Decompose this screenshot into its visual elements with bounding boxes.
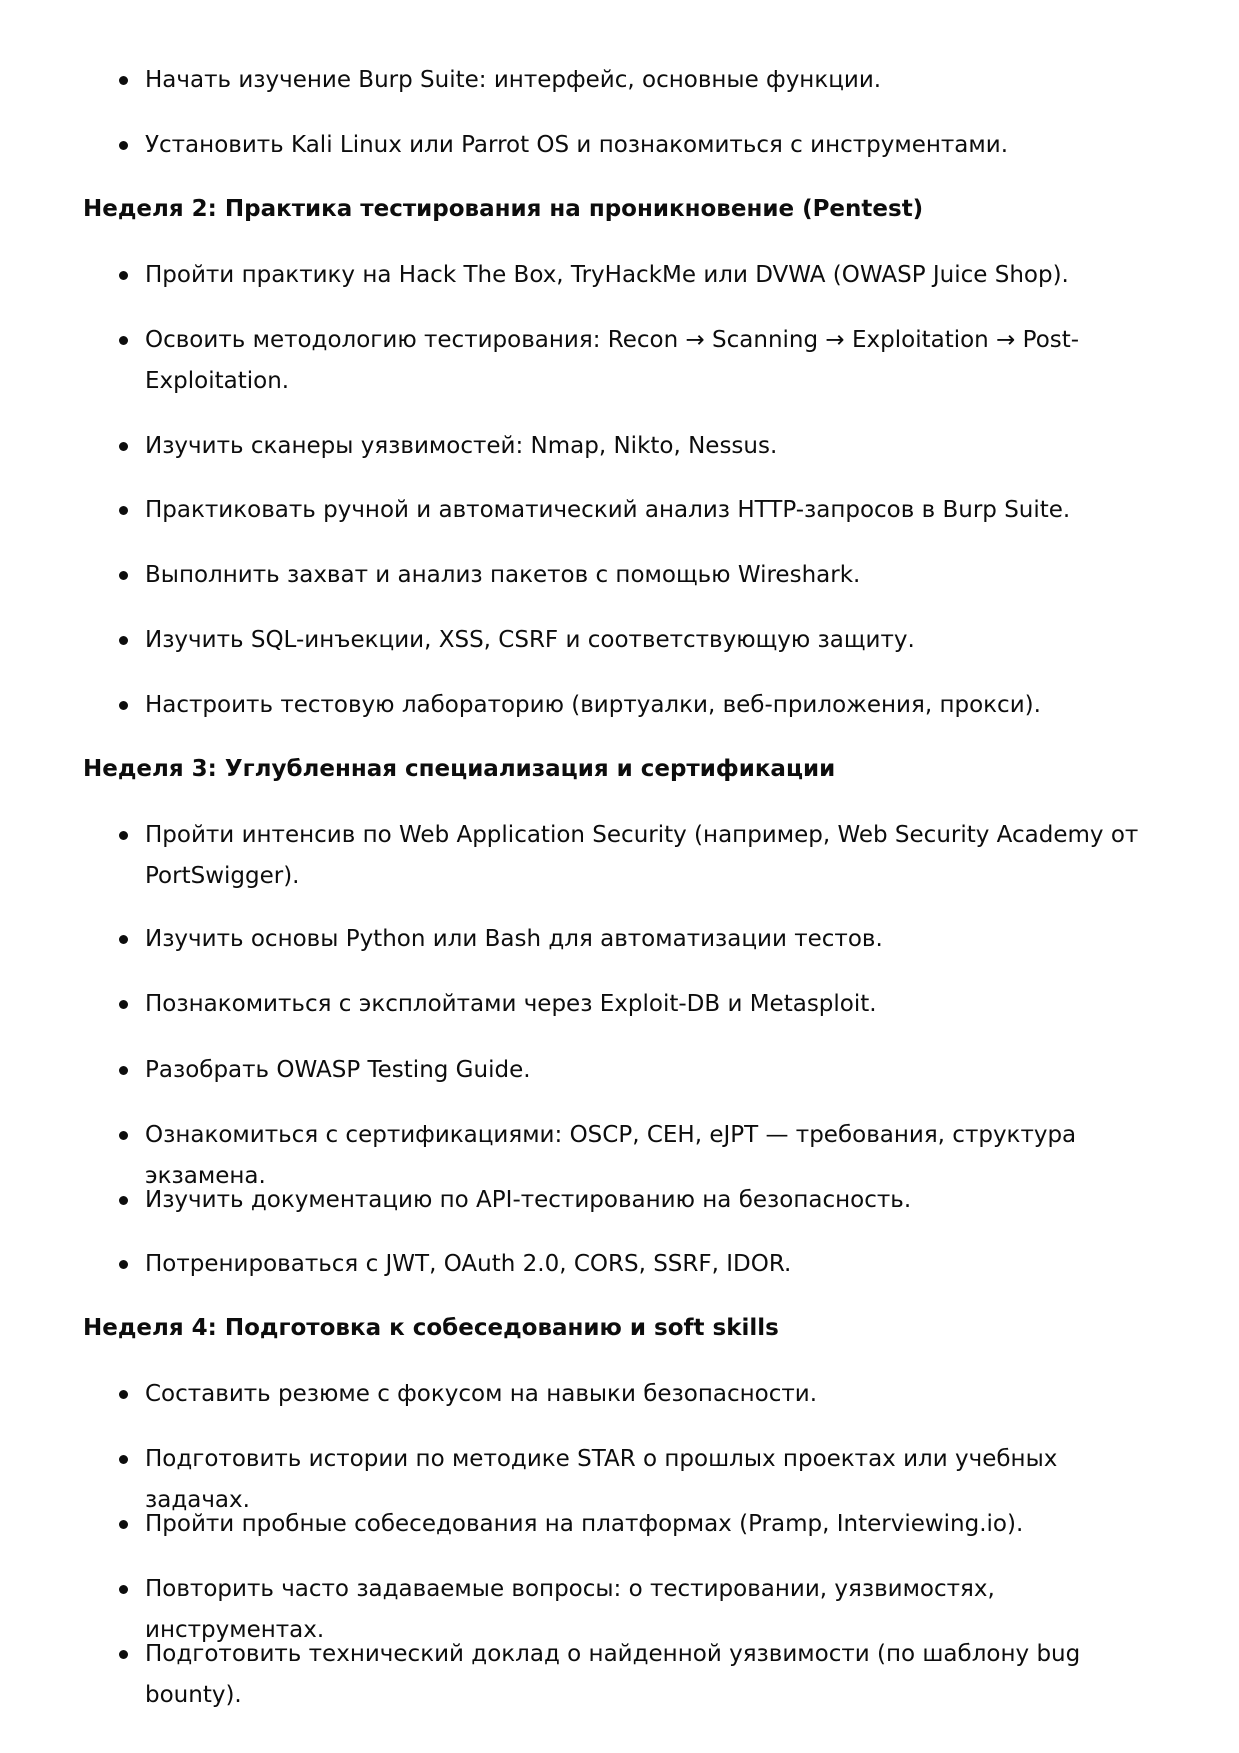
bullet <box>119 76 128 85</box>
list-item: Изучить документацию по API-тестированию на безопасность. <box>145 1187 912 1213</box>
list-item: Подготовить технический доклад о найденной уязвимости (по шаблону bug bounty). <box>145 1641 1081 1708</box>
list-item: Пройти интенсив по Web Application Security (например, Web Security Academy от PortSwigger). <box>145 822 1139 889</box>
list-item: Пройти практику на Hack The Box, TryHackMe или DVWA (OWASP Juice Shop). <box>145 262 1069 288</box>
list-item: Ознакомиться с сертификациями: OSCP, CEH, eJPT — требования, структура экзамена. <box>145 1122 1077 1189</box>
bullet <box>119 141 128 150</box>
list-item: Освоить методологию тестирования: Recon → Scanning → Exploitation → Post-Exploitation. <box>145 327 1080 394</box>
bullet <box>119 336 128 345</box>
bullet <box>119 935 128 944</box>
list-item: Начать изучение Burp Suite: интерфейс, основные функции. <box>145 67 882 93</box>
bullet <box>119 1196 128 1205</box>
section-heading-week3: Неделя 3: Углубленная специализация и сертификации <box>83 756 836 782</box>
bullet <box>119 831 128 840</box>
bullet <box>119 1650 128 1659</box>
bullet <box>119 1000 128 1009</box>
list-item: Составить резюме с фокусом на навыки безопасности. <box>145 1381 818 1407</box>
list-item: Повторить часто задаваемые вопросы: о тестировании, уязвимостях, инструментах. <box>145 1576 995 1643</box>
bullet <box>119 1520 128 1529</box>
list-item: Настроить тестовую лабораторию (виртуалки, веб-приложения, прокси). <box>145 692 1041 718</box>
list-item: Установить Kali Linux или Parrot OS и познакомиться с инструментами. <box>145 132 1009 158</box>
bullet <box>119 636 128 645</box>
list-item: Пройти пробные собеседования на платформах (Pramp, Interviewing.io). <box>145 1511 1024 1537</box>
bullet <box>119 1131 128 1140</box>
list-item: Потренироваться с JWT, OAuth 2.0, CORS, SSRF, IDOR. <box>145 1251 792 1277</box>
list-item: Изучить сканеры уязвимостей: Nmap, Nikto, Nessus. <box>145 433 778 459</box>
bullet <box>119 1455 128 1464</box>
list-item: Разобрать OWASP Testing Guide. <box>145 1057 531 1083</box>
section-heading-week2: Неделя 2: Практика тестирования на проникновение (Pentest) <box>83 196 924 222</box>
list-item: Изучить основы Python или Bash для автоматизации тестов. <box>145 926 883 952</box>
bullet <box>119 701 128 710</box>
bullet <box>119 1066 128 1075</box>
bullet <box>119 442 128 451</box>
bullet <box>119 271 128 280</box>
bullet <box>119 1260 128 1269</box>
list-item: Практиковать ручной и автоматический анализ HTTP-запросов в Burp Suite. <box>145 497 1071 523</box>
list-item: Выполнить захват и анализ пакетов с помощью Wireshark. <box>145 562 861 588</box>
bullet <box>119 1390 128 1399</box>
bullet <box>119 1585 128 1594</box>
section-heading-week4: Неделя 4: Подготовка к собеседованию и soft skills <box>83 1315 779 1341</box>
list-item: Подготовить истории по методике STAR о прошлых проектах или учебных задачах. <box>145 1446 1058 1513</box>
list-item: Познакомиться с эксплойтами через Exploit-DB и Metasploit. <box>145 991 877 1017</box>
bullet <box>119 506 128 515</box>
list-item: Изучить SQL-инъекции, XSS, CSRF и соответствующую защиту. <box>145 627 915 653</box>
bullet <box>119 571 128 580</box>
